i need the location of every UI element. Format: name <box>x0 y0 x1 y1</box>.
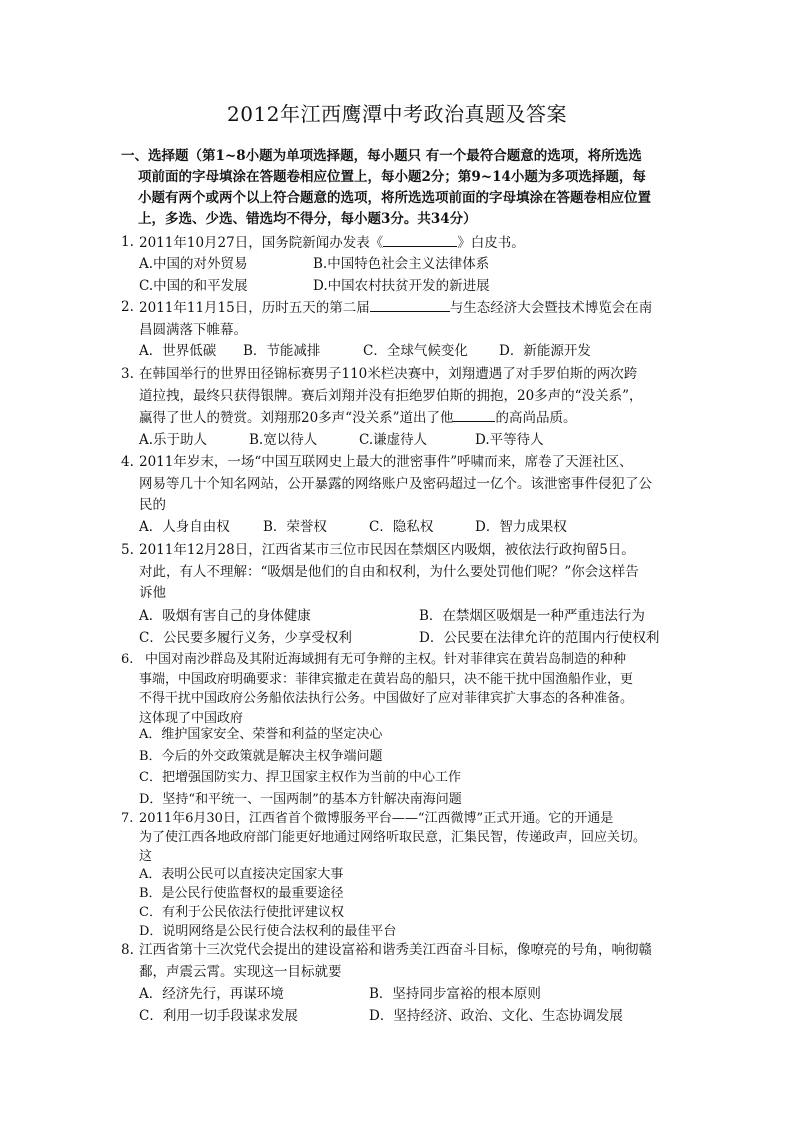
question-7 <box>121 809 681 866</box>
option-b: B．节能减排 <box>243 343 321 359</box>
question-number: 7. <box>121 811 134 826</box>
question-7-options <box>139 865 679 941</box>
option-d: D.平等待人 <box>475 432 544 448</box>
question-4 <box>121 452 681 517</box>
question-number: 8. <box>121 942 134 958</box>
option-a: A．维护国家安全、荣誉和利益的坚定决心 <box>139 727 383 742</box>
section-heading <box>121 146 681 230</box>
option-d: D．说明网络是公民行使合法权利的最佳平台 <box>139 924 397 939</box>
option-b: B．坚持同步富裕的根本原则 <box>369 986 541 1002</box>
question-3-options <box>139 430 679 452</box>
option-c: C．隐私权 <box>369 519 434 535</box>
question-stem: 在韩国举行的世界田径锦标赛男子110米栏决赛中，刘翔遭遇了对手罗伯斯的两次跨 道拉拽，最终只获得银牌。赛后刘翔并没有拒绝罗伯斯的拥抱，20多声的“没关系”， 赢得了世人的赞赏。刘翔那20多声“没关系”道出了他 的高尚品质。 <box>139 366 643 426</box>
question-number: 5. <box>121 542 134 558</box>
option-d: D．坚持经济、政治、文化、生态协调发展 <box>369 1007 623 1024</box>
option-a: A．经济先行，再谋环境 <box>139 986 284 1002</box>
page-title: 2012年江西鹰潭中考政治真题及答案 <box>227 102 567 126</box>
question-8-options <box>139 984 679 1027</box>
option-d: D．坚持“和平统一、一国两制”的基本方针解决南海问题 <box>139 791 462 807</box>
answer-blank <box>370 297 450 312</box>
option-a: A．人身自由权 <box>139 519 230 535</box>
question-6-options <box>139 724 679 810</box>
question-stem: 2011年10月27日，国务院新闻办发表《 》白皮书。 <box>139 232 681 255</box>
section-line-1: 一、选择题（第1~8小题为单项选择题，每小题只 有一个最符合题意的选项，将所选选 <box>121 148 642 164</box>
section-line-2: 项前面的字母填涂在答题卷相应位置上，每小题2分；第9~14小题为多项选择题，每 <box>138 169 646 185</box>
question-2 <box>121 297 681 341</box>
option-d: D．智力成果权 <box>475 519 567 535</box>
question-1-options-2 <box>139 276 679 298</box>
question-2-options <box>139 341 679 363</box>
question-1-options <box>139 254 679 276</box>
option-d: D．公民要在法律允许的范围内行使权利 <box>419 629 660 646</box>
question-stem: 中国对南沙群岛及其附近海域拥有无可争辩的主权。针对菲律宾在黄岩岛制造的种种 事端，中国政府明确要求：菲律宾撤走在黄岩岛的船只，决不能干扰中国渔船作业，更 不得干扰中国政府公务船依法执行公务。中国做好了应对菲律宾扩大事态的各种准备。 这体现了中国政府 <box>139 652 634 726</box>
answer-blank <box>453 407 495 422</box>
question-5-options <box>139 606 679 649</box>
option-b: B.中国特色社会主义法律体系 <box>313 256 490 272</box>
option-b: B.宽以待人 <box>249 432 318 448</box>
question-stem: 2011年6月30日，江西省首个微博服务平台——“江西微博”正式开通。它的开通是 为了使江西各地政府部门能更好地通过网络听取民意，汇集民智，传递政声，回应关切。 这 <box>139 811 647 864</box>
option-a: A．世界低碳 <box>139 343 217 359</box>
question-stem: 2011年11月15日，历时五天的第二届 与生态经济大会暨技术博览会在南 昌圆满落下帷幕。 <box>139 297 681 341</box>
option-c: C．利用一切手段谋求发展 <box>139 1007 298 1024</box>
question-number: 4. <box>121 454 134 470</box>
option-a: A．吸烟有害自己的身体健康 <box>139 608 311 624</box>
option-a: A.乐于助人 <box>139 432 208 448</box>
question-number: 2. <box>121 299 134 315</box>
option-c: C．有利于公民依法行使批评建议权 <box>139 905 344 920</box>
question-number: 6. <box>121 652 134 667</box>
option-b: B．荣誉权 <box>263 519 327 535</box>
option-c: C．全球气候变化 <box>363 343 468 359</box>
option-b: B．今后的外交政策就是解决主权争端问题 <box>139 748 383 764</box>
option-c: C.谦虚待人 <box>359 432 428 448</box>
option-c: C．公民要多履行义务，少享受权利 <box>139 629 352 646</box>
option-d: D．新能源开发 <box>499 343 591 359</box>
question-stem: 江西省第十三次党代会提出的建设富裕和谐秀美江西奋斗目标，像嘹亮的号角，响彻赣 鄱，声震云霄。实现这一目标就要 <box>139 942 652 980</box>
option-b: B．在禁烟区吸烟是一种严重违法行为 <box>419 608 645 624</box>
option-c: C.中国的和平发展 <box>139 278 248 294</box>
question-3 <box>121 364 681 430</box>
question-number: 3. <box>121 366 134 382</box>
question-number: 1. <box>121 234 134 250</box>
question-stem: 2011年12月28日，江西省某市三位市民因在禁烟区内吸烟，被依法行政拘留5日。 对此，有人不理解：“吸烟是他们的自由和权利，为什么要处罚他们呢？”你会这样告 诉他 <box>139 542 639 601</box>
question-8 <box>121 940 681 983</box>
section-line-3: 小题有两个或两个以上符合题意的选项，将所选选项前面的字母填涂在答题卷相应位置 <box>138 190 651 206</box>
option-a: A.中国的对外贸易 <box>139 256 248 272</box>
question-6 <box>121 650 681 728</box>
option-a: A．表明公民可以直接决定国家大事 <box>139 867 344 882</box>
option-d: D.中国农村扶贫开发的新进展 <box>313 278 490 294</box>
section-line-4: 上，多选、少选、错选均不得分，每小题3分。共34分） <box>138 211 477 227</box>
option-c: C．把增强国防实力、捍卫国家主权作为当前的中心工作 <box>139 770 461 785</box>
option-b: B．是公民行使监督权的最重要途径 <box>139 886 344 901</box>
question-4-options <box>139 517 679 539</box>
question-stem: 2011年岁末，一场“中国互联网史上最大的泄密事件”呼啸而来，席卷了天涯社区、 网易等几十个知名网站，公开暴露的网络账户及密码超过一亿个。该泄密事件侵犯了公 民的 <box>139 454 652 513</box>
answer-blank <box>383 232 457 247</box>
question-1 <box>121 232 681 255</box>
question-5 <box>121 540 681 605</box>
